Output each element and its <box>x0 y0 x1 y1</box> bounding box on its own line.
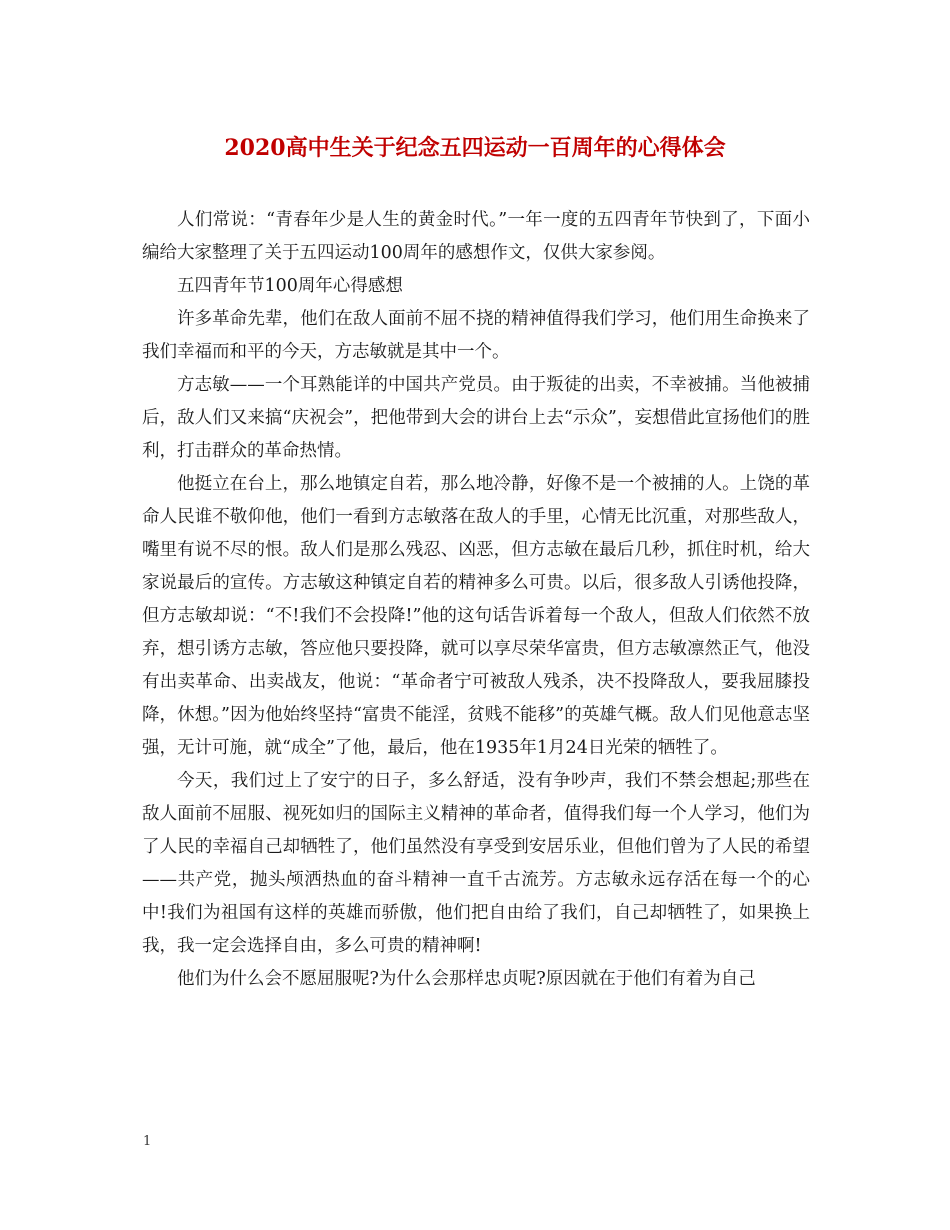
page-number: 1 <box>143 1134 152 1149</box>
paragraph-fang-zhimin-arrest: 方志敏——一个耳熟能详的中国共产党员。由于叛徒的出卖，不幸被捕。当他被捕后，敌人们又来搞“庆祝会”，把他带到大会的讲台上去“示众”，妄想借此宣扬他们的胜利，打击群众的革命热情。 <box>142 375 810 461</box>
paragraph-fang-zhimin-stand: 他挺立在台上，那么地镇定自若，那么地冷静，好像不是一个被捕的人。上饶的革命人民谁不敬仰他，他们一看到方志敏落在敌人的手里，心情无比沉重，对那些敌人，嘴里有说不尽的恨。敌人们是那么残忍、凶恶，但方志敏在最后几秒，抓住时机，给大家说最后的宣传。方志敏这种镇定自若的精神多么可贵。以后，很多敌人引诱他投降，但方志敏却说：“不!我们不会投降!”他的这句话告诉着每一个敌人，但敌人们依然不放弃，想引诱方志敏，答应他只要投降，就可以享尽荣华富贵，但方志敏凛然正气，他没有出卖革命、出卖战友，他说：“革命者宁可被敌人残杀，决不投降敌人，要我屈膝投降，休想。”因为他始终坚持“富贵不能淫，贫贱不能移”的英雄气概。敌人们见他意志坚强，无计可施，就“成全”了他，最后，他在1935年1月24日光荣的牺牲了。 <box>142 474 810 758</box>
paragraph-today: 今天，我们过上了安宁的日子，多么舒适，没有争吵声，我们不禁会想起;那些在敌人面前不屈服、视死如归的国际主义精神的革命者，值得我们每一个人学习，他们为了人民的幸福自己却牺牲了，他们虽然没有享受到安居乐业，但他们曾为了人民的希望——共产党，抛头颅洒热血的奋斗精神一直千古流芳。方志敏永远存活在每一个的心中!我们为祖国有这样的英雄而骄傲，他们把自由给了我们，自己却牺牲了，如果换上我，我一定会选择自由，多么可贵的精神啊! <box>142 771 810 956</box>
document-title: 2020高中生关于纪念五四运动一百周年的心得体会 <box>224 135 726 161</box>
paragraph-subheading: 五四青年节100周年心得感想 <box>177 276 403 296</box>
paragraph-intro: 人们常说：“青春年少是人生的黄金时代。”一年一度的五四青年节快到了，下面小编给大家整理了关于五四运动100周年的感想作文，仅供大家参阅。 <box>142 210 810 263</box>
document-body <box>142 204 810 996</box>
paragraph-revolutionaries: 许多革命先辈，他们在敌人面前不屈不挠的精神值得我们学习，他们用生命换来了我们幸福而和平的今天，方志敏就是其中一个。 <box>142 309 810 362</box>
paragraph-why: 他们为什么会不愿屈服呢?为什么会那样忠贞呢?原因就在于他们有着为自己 <box>177 969 756 989</box>
